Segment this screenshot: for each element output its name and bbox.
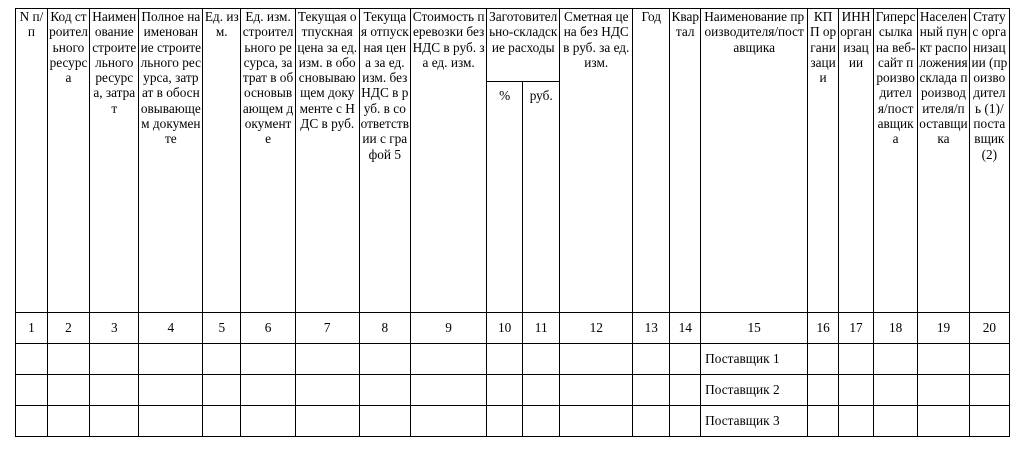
column-number: 8 xyxy=(359,313,410,344)
column-number: 9 xyxy=(411,313,487,344)
header-percent: % xyxy=(487,82,523,313)
table-cell[interactable] xyxy=(295,406,359,437)
table-cell[interactable] xyxy=(487,406,523,437)
table-row xyxy=(16,406,1010,437)
table-cell[interactable] xyxy=(670,344,701,375)
table-cell[interactable] xyxy=(241,344,296,375)
column-number: 13 xyxy=(633,313,670,344)
table-cell[interactable] xyxy=(633,375,670,406)
table-cell[interactable] xyxy=(874,375,918,406)
table-cell[interactable] xyxy=(359,344,410,375)
table-cell[interactable] xyxy=(560,375,633,406)
table-cell[interactable] xyxy=(90,375,139,406)
supplier-label: Поставщик 3 xyxy=(701,406,808,437)
table-cell[interactable] xyxy=(47,406,89,437)
column-number: 20 xyxy=(969,313,1009,344)
header-year: Год xyxy=(633,9,670,313)
header-doc-unit: Ед. изм. строительного ресурса, затрат в обосновывающем документе xyxy=(241,9,296,313)
column-number: 19 xyxy=(918,313,969,344)
table-cell[interactable] xyxy=(918,344,969,375)
table-cell[interactable] xyxy=(560,406,633,437)
table-cell[interactable] xyxy=(487,344,523,375)
table-cell[interactable] xyxy=(241,375,296,406)
column-number: 14 xyxy=(670,313,701,344)
table-cell[interactable] xyxy=(839,375,874,406)
table-row xyxy=(16,344,1010,375)
table-cell[interactable] xyxy=(523,344,560,375)
table-cell[interactable] xyxy=(359,375,410,406)
table-cell[interactable] xyxy=(139,344,203,375)
table-cell[interactable] xyxy=(918,406,969,437)
table-cell[interactable] xyxy=(633,406,670,437)
table-cell[interactable] xyxy=(47,375,89,406)
column-number: 16 xyxy=(808,313,839,344)
table-cell[interactable] xyxy=(969,344,1009,375)
header-resource-name: Наименование строительного ресурса, затрат xyxy=(90,9,139,313)
table-cell[interactable] xyxy=(487,375,523,406)
header-price-with-vat: Текущая отпускная цена за ед. изм. в обосновывающем документе с НДС в руб. xyxy=(295,9,359,313)
table-cell[interactable] xyxy=(203,344,241,375)
column-number: 17 xyxy=(839,313,874,344)
table-cell[interactable] xyxy=(139,406,203,437)
table-cell[interactable] xyxy=(47,344,89,375)
column-number: 18 xyxy=(874,313,918,344)
column-number: 15 xyxy=(701,313,808,344)
table-row xyxy=(16,375,1010,406)
table-cell[interactable] xyxy=(808,375,839,406)
table-cell[interactable] xyxy=(16,406,48,437)
column-number: 4 xyxy=(139,313,203,344)
table-cell[interactable] xyxy=(969,406,1009,437)
table-cell[interactable] xyxy=(16,375,48,406)
header-org-status: Статус организации (производитель (1)/ поставщик (2) xyxy=(969,9,1009,313)
table-cell[interactable] xyxy=(523,406,560,437)
header-quarter: Квартал xyxy=(670,9,701,313)
header-full-name: Полное наименование строительного ресурса, затрат в обосновывающем документе xyxy=(139,9,203,313)
table-cell[interactable] xyxy=(633,344,670,375)
table-cell[interactable] xyxy=(16,344,48,375)
header-warehouse-location: Населенный пункт расположения склада производителя/поставщика xyxy=(918,9,969,313)
column-number: 1 xyxy=(16,313,48,344)
header-website: Гиперссылка на веб-сайт производителя/поставщика xyxy=(874,9,918,313)
table-cell[interactable] xyxy=(411,344,487,375)
header-row xyxy=(16,9,1010,82)
header-estimated-price: Сметная цена без НДС в руб. за ед. изм. xyxy=(560,9,633,313)
table-cell[interactable] xyxy=(139,375,203,406)
table-cell[interactable] xyxy=(918,375,969,406)
supplier-label: Поставщик 2 xyxy=(701,375,808,406)
table-cell[interactable] xyxy=(874,344,918,375)
table-cell[interactable] xyxy=(670,406,701,437)
header-unit: Ед. изм. xyxy=(203,9,241,313)
table-cell[interactable] xyxy=(90,344,139,375)
table-cell[interactable] xyxy=(203,406,241,437)
table-cell[interactable] xyxy=(670,375,701,406)
price-table xyxy=(15,8,1010,437)
header-inn: ИНН организации xyxy=(839,9,874,313)
table-cell[interactable] xyxy=(411,406,487,437)
column-number: 6 xyxy=(241,313,296,344)
table-cell[interactable] xyxy=(839,344,874,375)
table-cell[interactable] xyxy=(241,406,296,437)
column-number: 7 xyxy=(295,313,359,344)
column-number: 2 xyxy=(47,313,89,344)
header-price-without-vat: Текущая отпускная цена за ед. изм. без НДС в руб. в соответствии с графой 5 xyxy=(359,9,410,313)
table-cell[interactable] xyxy=(839,406,874,437)
table-cell[interactable] xyxy=(359,406,410,437)
table-cell[interactable] xyxy=(411,375,487,406)
table-cell[interactable] xyxy=(90,406,139,437)
column-number: 11 xyxy=(523,313,560,344)
column-number: 10 xyxy=(487,313,523,344)
column-number: 5 xyxy=(203,313,241,344)
table-cell[interactable] xyxy=(295,375,359,406)
table-cell[interactable] xyxy=(874,406,918,437)
header-resource-code: Код строительного ресурса xyxy=(47,9,89,313)
header-supplier-name: Наименование производителя/поставщика xyxy=(701,9,808,313)
column-number: 3 xyxy=(90,313,139,344)
table-cell[interactable] xyxy=(295,344,359,375)
supplier-label: Поставщик 1 xyxy=(701,344,808,375)
header-n: N п/п xyxy=(16,9,48,313)
column-number: 12 xyxy=(560,313,633,344)
header-transport-cost: Стоимость перевозки без НДС в руб. за ед. изм. xyxy=(411,9,487,313)
header-procurement-costs: Заготовительно-складские расходы xyxy=(487,9,560,82)
table-cell[interactable] xyxy=(203,375,241,406)
table-cell[interactable] xyxy=(969,375,1009,406)
header-rub: руб. xyxy=(523,82,560,313)
column-number-row xyxy=(16,313,1010,344)
table-cell[interactable] xyxy=(808,406,839,437)
header-kpp: КПП организации xyxy=(808,9,839,313)
table-cell[interactable] xyxy=(523,375,560,406)
table-cell[interactable] xyxy=(560,344,633,375)
table-cell[interactable] xyxy=(808,344,839,375)
